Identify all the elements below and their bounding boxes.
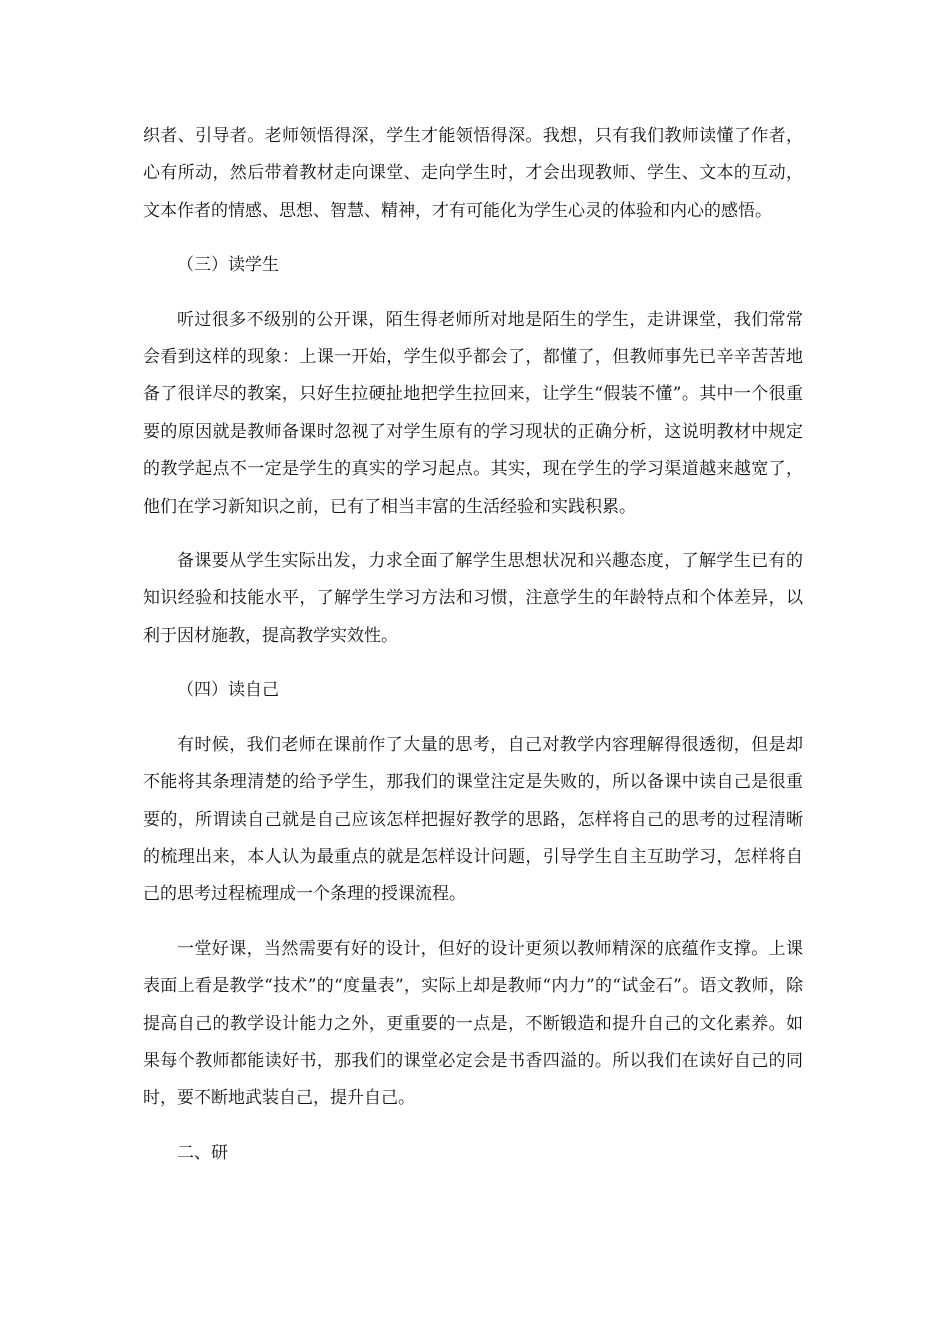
section-heading-read-self: （四）读自己	[177, 680, 279, 701]
paragraph-read-self-1: 有时候，我们老师在课前作了大量的思考，自己对教学内容理解得很透彻，但是却不能将其条理清楚的给予学生，那我们的课堂注定是失败的，所以备课中读自己是很重要的，所谓读自己就是自己应该怎样把握好教学的思路，怎样将自己的思考的过程清晰的梳理出来，本人认为最重点的就是怎样设计问题，引导学生自主互助学习，怎样将自己的思考过程梳理成一个条理的授课流程。	[143, 734, 803, 905]
section-heading-research: 二、研	[177, 1142, 228, 1163]
paragraph-read-students-1: 听过很多不级别的公开课，陌生得老师所对地是陌生的学生，走讲课堂，我们常常会看到这样的现象：上课一开始，学生似乎都会了，都懂了，但教师事先已辛辛苦苦地备了很详尽的教案，只好生拉硬扯地把学生拉回来，让学生“假装不懂”。其中一个很重要的原因就是教师备课时忽视了对学生原有的学习现状的正确分析，这说明教材中规定的教学起点不一定是学生的真实的学习起点。其实，现在学生的学习渠道越来越宽了，他们在学习新知识之前，已有了相当丰富的生活经验和实践积累。	[143, 309, 803, 517]
document-body	[143, 118, 803, 1189]
paragraph-continued: 织者、引导者。老师领悟得深，学生才能领悟得深。我想，只有我们教师读懂了作者，心有所动，然后带着教材走向课堂、走向学生时，才会出现教师、学生、文本的互动，文本作者的情感、思想、智慧、精神，才有可能化为学生心灵的体验和内心的感悟。	[143, 126, 803, 221]
section-heading-read-students: （三）读学生	[177, 255, 279, 276]
paragraph-read-self-2: 一堂好课，当然需要有好的设计，但好的设计更须以教师精深的底蕴作支撑。上课表面上看是教学“技术”的“度量表”，实际上却是教师“内力”的“试金石”。语文教师，除提高自己的教学设计能力之外，更重要的一点是，不断锻造和提升自己的文化素养。如果每个教师都能读好书，那我们的课堂必定会是书香四溢的。所以我们在读好自己的同时，要不断地武装自己，提升自己。	[143, 938, 803, 1109]
paragraph-read-students-2: 备课要从学生实际出发，力求全面了解学生思想状况和兴趣态度，了解学生已有的知识经验和技能水平，了解学生学习方法和习惯，注意学生的年龄特点和个体差异，以利于因材施教，提高教学实效性。	[143, 551, 803, 646]
